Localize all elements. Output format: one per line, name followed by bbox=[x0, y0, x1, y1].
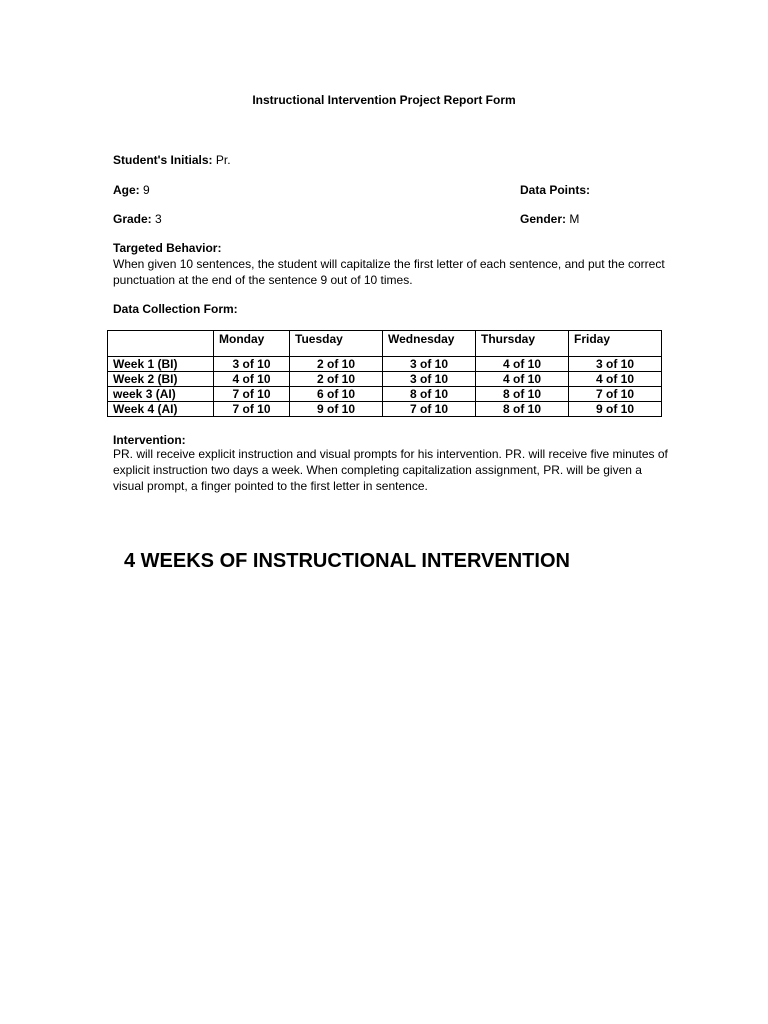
table-header-cell: Tuesday bbox=[290, 331, 383, 357]
form-title: Instructional Intervention Project Report Form bbox=[252, 93, 516, 107]
table-cell-week: Week 4 (AI) bbox=[108, 402, 214, 417]
data-collection-table bbox=[107, 330, 662, 417]
table-row bbox=[108, 402, 662, 417]
table-cell: 4 of 10 bbox=[476, 357, 569, 372]
table-cell: 3 of 10 bbox=[383, 372, 476, 387]
table-cell: 3 of 10 bbox=[569, 357, 662, 372]
table-header-row bbox=[108, 331, 662, 357]
table-cell-week: week 3 (AI) bbox=[108, 387, 214, 402]
targeted-behavior-text: When given 10 sentences, the student will capitalize the first letter of each sentence, and put the correct punctuation at the end of the sentence 9 out of 10 times. bbox=[113, 257, 665, 287]
grade-value: 3 bbox=[155, 212, 162, 226]
student-age bbox=[113, 183, 150, 197]
table-cell: 7 of 10 bbox=[569, 387, 662, 402]
data-collection-label: Data Collection Form: bbox=[113, 302, 238, 316]
student-grade bbox=[113, 212, 162, 226]
table-header-cell bbox=[108, 331, 214, 357]
data-points-label: Data Points: bbox=[520, 183, 591, 197]
gender-label: Gender: bbox=[520, 212, 567, 226]
table-cell: 6 of 10 bbox=[290, 387, 383, 402]
table-cell: 8 of 10 bbox=[476, 402, 569, 417]
table-cell: 9 of 10 bbox=[569, 402, 662, 417]
table-cell: 4 of 10 bbox=[569, 372, 662, 387]
table-cell: 4 of 10 bbox=[476, 372, 569, 387]
table-cell: 3 of 10 bbox=[383, 357, 476, 372]
targeted-behavior-label: Targeted Behavior: bbox=[113, 241, 222, 255]
table-header-cell: Thursday bbox=[476, 331, 569, 357]
student-initials-label: Student's Initials: bbox=[113, 153, 213, 167]
table-cell: 3 of 10 bbox=[214, 357, 290, 372]
age-value: 9 bbox=[143, 183, 150, 197]
grade-label: Grade: bbox=[113, 212, 152, 226]
gender-value: M bbox=[569, 212, 580, 226]
table-cell: 2 of 10 bbox=[290, 372, 383, 387]
student-initials-value: Pr. bbox=[215, 153, 231, 167]
section-heading: 4 WEEKS OF INSTRUCTIONAL INTERVENTION bbox=[124, 550, 570, 572]
table-cell: 7 of 10 bbox=[214, 387, 290, 402]
intervention-label: Intervention: bbox=[113, 433, 186, 447]
table-header-cell: Monday bbox=[214, 331, 290, 357]
table-row bbox=[108, 372, 662, 387]
intervention-text: PR. will receive explicit instruction and visual prompts for his intervention. PR. will receive five minutes of explicit instruction two days a week. When completing capitalization assignment, PR. will be given a visual prompt, a finger pointed to the first letter in sentence. bbox=[113, 447, 668, 493]
table-cell: 8 of 10 bbox=[383, 387, 476, 402]
table-cell-week: Week 2 (BI) bbox=[108, 372, 214, 387]
table-cell: 2 of 10 bbox=[290, 357, 383, 372]
table-cell: 8 of 10 bbox=[476, 387, 569, 402]
table-cell-week: Week 1 (BI) bbox=[108, 357, 214, 372]
table-cell: 4 of 10 bbox=[214, 372, 290, 387]
table-cell: 7 of 10 bbox=[383, 402, 476, 417]
table-cell: 9 of 10 bbox=[290, 402, 383, 417]
age-label: Age: bbox=[113, 183, 140, 197]
data-points bbox=[520, 183, 590, 197]
table-row bbox=[108, 387, 662, 402]
table-header-cell: Wednesday bbox=[383, 331, 476, 357]
student-gender bbox=[520, 212, 579, 226]
student-initials bbox=[113, 153, 231, 167]
table-header-cell: Friday bbox=[569, 331, 662, 357]
table-row bbox=[108, 357, 662, 372]
table-cell: 7 of 10 bbox=[214, 402, 290, 417]
